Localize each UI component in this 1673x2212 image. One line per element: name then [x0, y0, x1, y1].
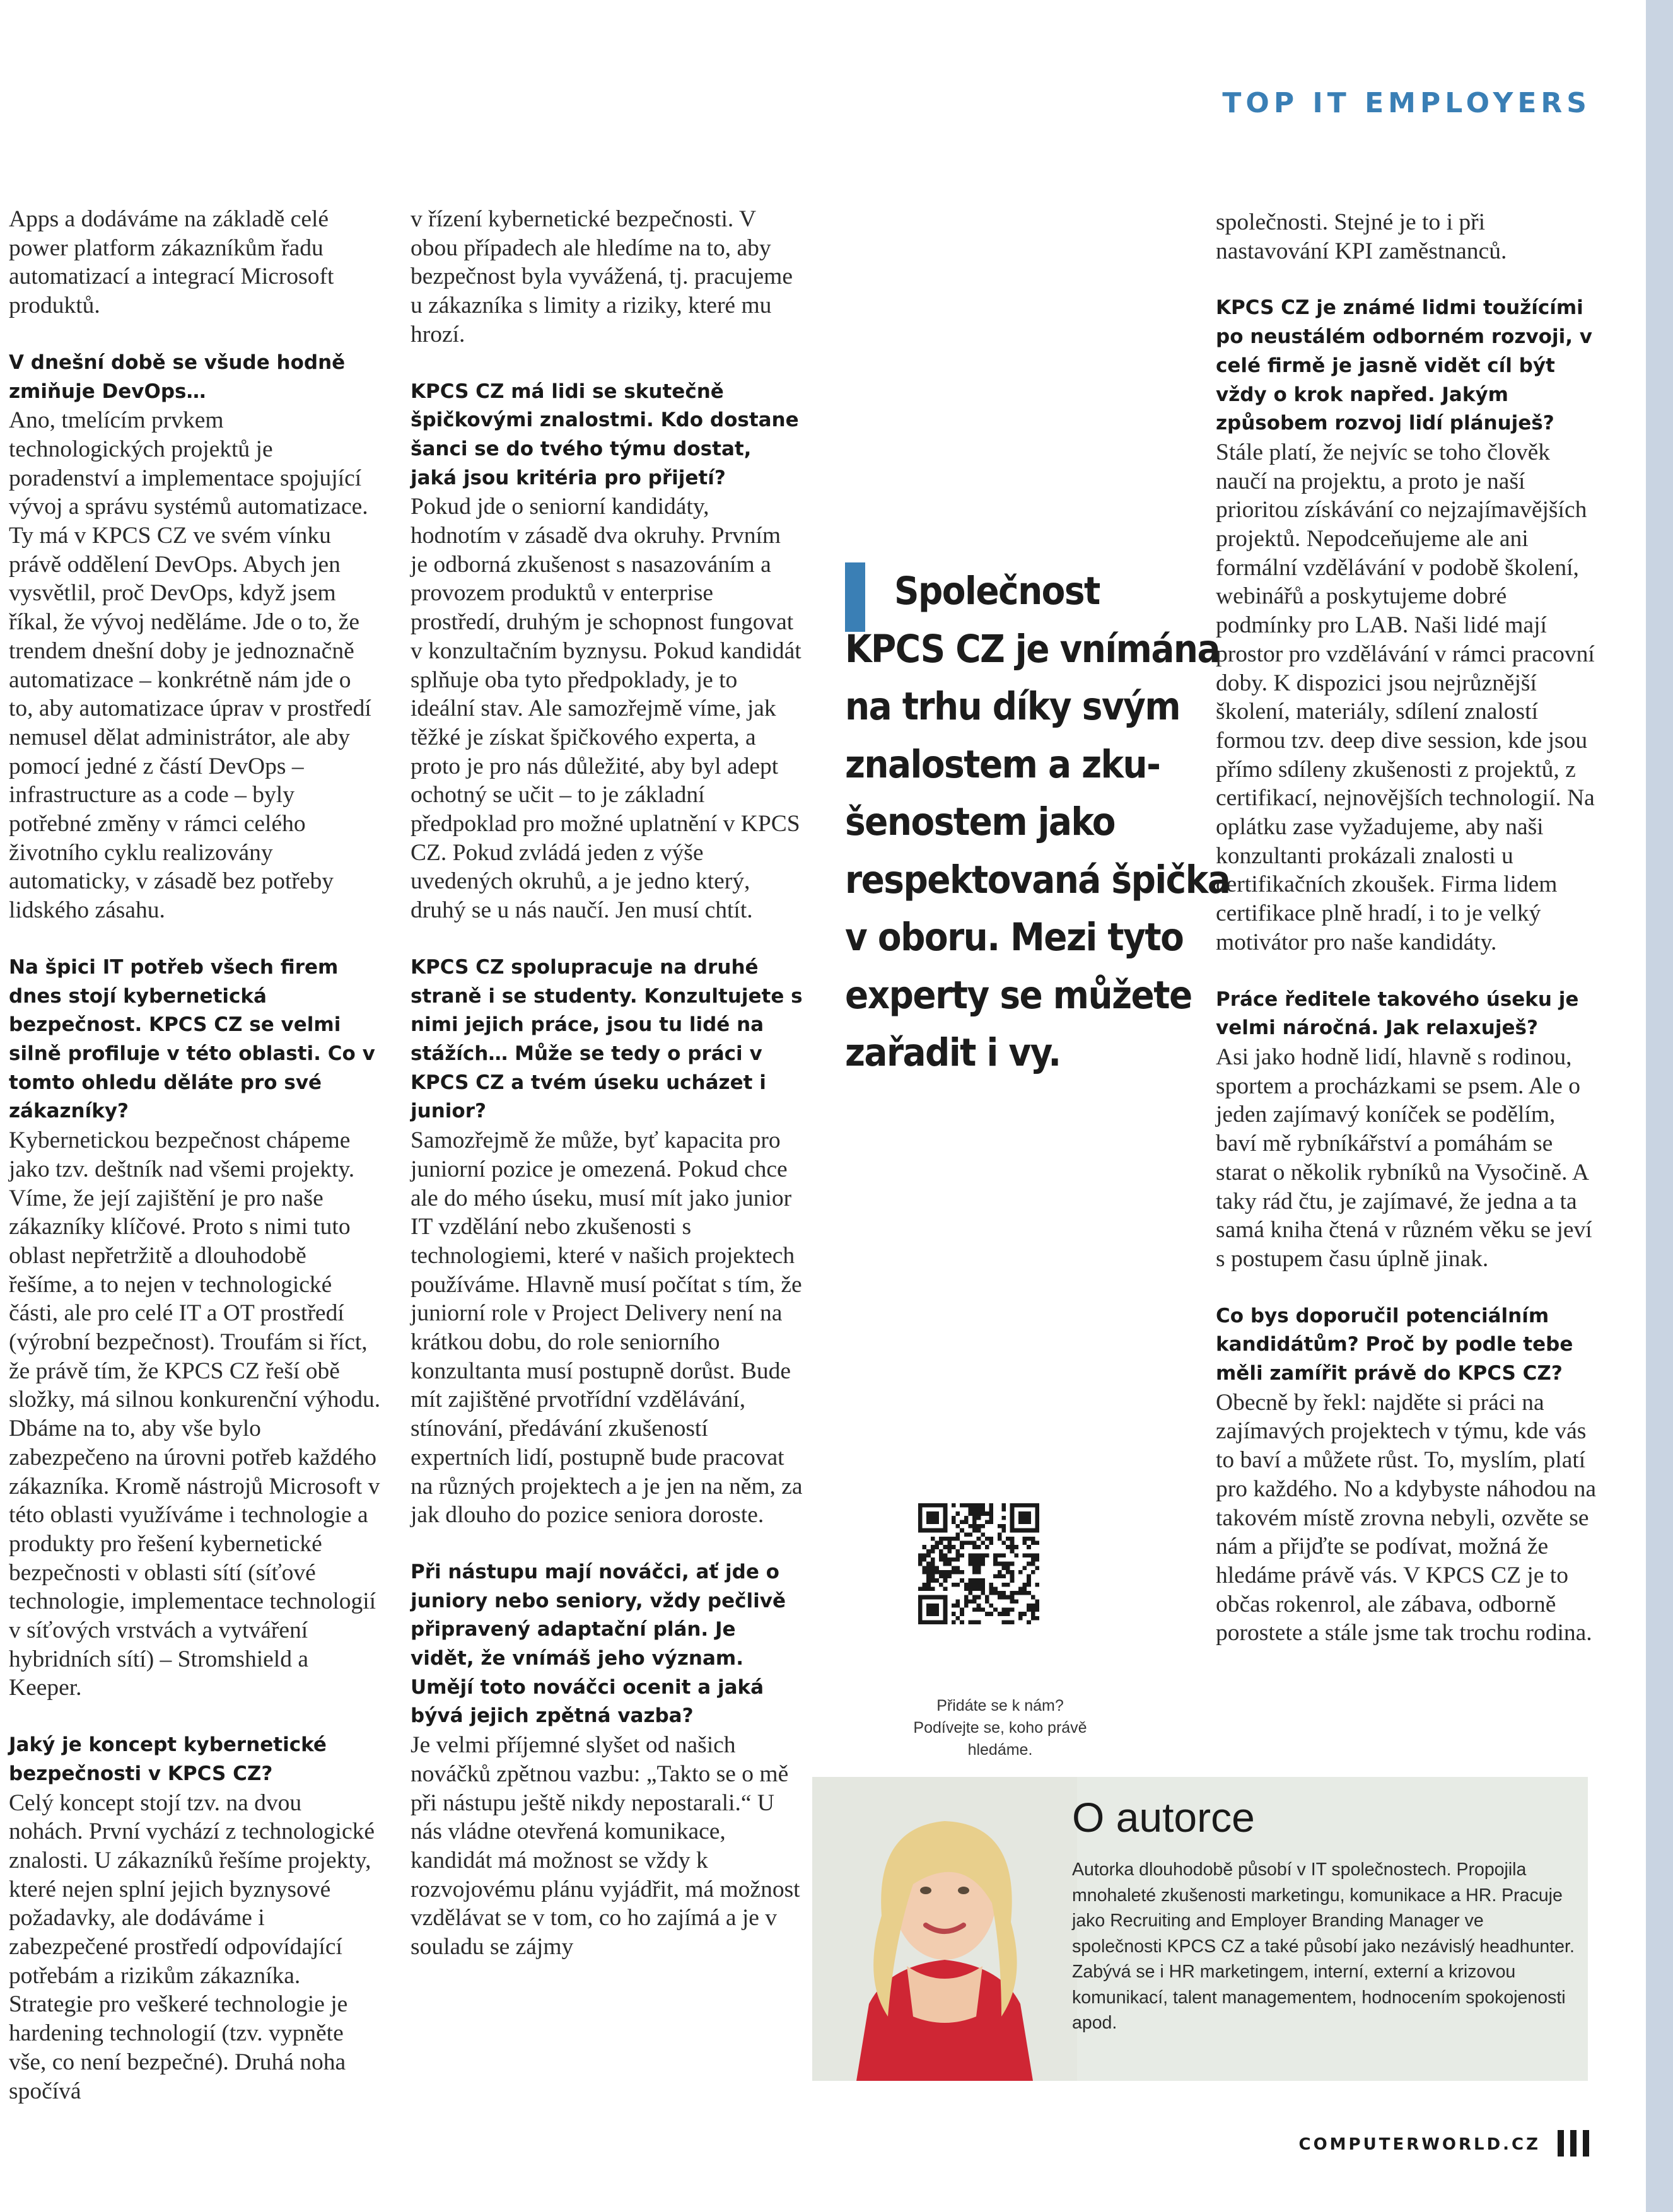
- pullquote-line: KPCS CZ je vnímána: [845, 626, 1220, 672]
- qr-caption-line2: Podívejte se, koho právě hledáme.: [913, 1719, 1087, 1759]
- interview-answer: Stále platí, že nejvíc se toho člověk naučí na projektu, a proto je naší prioritou získávání co nejzajímavějších projektů. Nepodceňujeme ale ani formální vzdělávání v podobě školení, webinářů a poskytujeme dobré podmínky pro LAB. Naši lidé mají prostor pro vzdělávání v rámci pracovní doby. K dispozici jsou nejrůznější školení, materiály, sdílení znalostí formou tzv. deep dive session, kde jsou přímo sdíleny zkušenosti z projektů, z certifikací, nejnovějších technologií. Na oplátku zase vyžadujeme, aby naši konzultanti prokázali znalosti u certifikačních zkoušek. Firma lidem certifikace plně hradí, i to je velký motivátor pro naše kandidáty.: [1216, 439, 1595, 955]
- interview-question: KPCS CZ má lidi se skutečně špičkovými znalostmi. Kdo dostane šanci se do tvého týmu dostat, jaká jsou kritéria pro přijetí?: [411, 380, 799, 489]
- interview-answer: Pokud jde o seniorní kandidáty, hodnotím v zásadě dva okruhy. Prvním je odborná zkušenost s nasazováním a provozem produktů v enterprise prostředí, druhým je schopnost fungovat v konzultačním byznysu. Pokud kandidát splňuje oba tyto předpoklady, je to ideální stav. Ale samozřejmě víme, jak těžké je získat špičkového experta, a proto je pro nás důležité, aby byl adept ochotný se učit – to je základní předpoklad pro možné uplatnění v KPCS CZ. Pokud zvládá jeden z výše uvedených okruhů, a je jedno který, druhý se u nás naučí. Jen musí chtít.: [411, 494, 802, 924]
- interview-question: KPCS CZ spolupracuje na druhé straně i se studenty. Konzultujete s nimi jejich práce, jsou tu lidé na stážích… Může se tedy o práci v KPCS CZ a tvém úseku ucházet i junior?: [411, 955, 803, 1123]
- pullquote-line: zařadit i vy.: [845, 1030, 1061, 1075]
- interview-question: Práce ředitele takového úseku je velmi náročná. Jak relaxuješ?: [1216, 987, 1579, 1040]
- qr-caption: [883, 1695, 1117, 1761]
- interview-question: Jaký je koncept kybernetické bezpečnosti v KPCS CZ?: [9, 1733, 327, 1785]
- interview-answer: společnosti. Stejné je to i při nastavování KPI zaměstnanců.: [1216, 209, 1507, 264]
- pullquote-line: na trhu díky svým: [845, 684, 1180, 729]
- qr-caption-line1: Přidáte se k nám?: [936, 1697, 1064, 1714]
- interview-question: Na špici IT potřeb všech firem dnes stojí kybernetická bezpečnost. KPCS CZ se velmi silně profiluje v této oblasti. Co v tomto ohledu děláte pro své zákazníky?: [9, 955, 375, 1123]
- pullquote-line: v oboru. Mezi tyto: [845, 915, 1184, 960]
- author-title: O autorce: [1072, 1794, 1255, 1841]
- pullquote-line: Společnost: [894, 569, 1100, 614]
- pullquote-line: experty se můžete: [845, 972, 1192, 1018]
- pullquote-line: respektovaná špička: [845, 857, 1230, 902]
- interview-question: Při nástupu mají nováčci, ať jde o juniory nebo seniory, vždy pečlivě připravený adaptační plán. Je vidět, že vnímáš jeho význam. Umějí toto nováčci ocenit a jaká bývá jejich zpětná vazba?: [411, 1560, 786, 1728]
- interview-answer: Apps a dodáváme na základě celé power platform zákazníkům řadu automatizací a integrací Microsoft produktů.: [9, 206, 334, 319]
- page-marker-icon: [1558, 2130, 1593, 2157]
- pullquote: [845, 562, 1230, 1082]
- interview-answer: Celý koncept stojí tzv. na dvou nohách. První vychází z technologické znalosti. U zákazníků řešíme projekty, které nejen splní jejich byznysové požadavky, ale dodáváme i zabezpečené prostředí odpovídající potřebám a rizikům zákazníka. Strategie pro veškeré technologie je hardening technologií (tzv. vypněte vše, co není bezpečné). Druhá noha spočívá: [9, 1790, 375, 2104]
- author-photo: [812, 1777, 1077, 2081]
- qr-code[interactable]: [918, 1503, 1039, 1624]
- column-4: [1216, 208, 1600, 1648]
- column-2: [411, 205, 803, 1962]
- interview-answer: v řízení kybernetické bezpečnosti. V obou případech ale hledíme na to, aby bezpečnost byla vyvážená, tj. pracujeme u zákazníka s limity a riziky, které mu hrozí.: [411, 206, 793, 347]
- interview-answer: Samozřejmě že může, byť kapacita pro juniorní pozice je omezená. Pokud chce ale do mého úseku, musí mít jako junior IT vzdělání nebo zkušenosti s technologiemi, které v našich projektech používáme. Hlavně musí počítat s tím, že juniorní role v Project Delivery není na krátkou dobu, do role seniorního konzultanta musí postupně dorůst. Bude mít zajištěné prvotřídní vzdělávání, stínování, předávání zkušeností expertních lidí, postupně bude pracovat na různých projektech a je jen na něm, za jak dlouho do pozice seniora doroste.: [411, 1127, 803, 1528]
- interview-answer: Asi jako hodně lidí, hlavně s rodinou, sportem a procházkami se psem. Ale o jeden zajímavý koníček se podělím, baví mě rybníkářství a pomáhám se starat o několik rybníků na Vysočině. A taky rád čtu, je zajímavé, že jedna a ta samá kniha čtená v různém věku se jeví s postupem času úplně jinak.: [1216, 1044, 1592, 1272]
- interview-question: Co bys doporučil potenciálním kandidátům? Proč by podle tebe měli zamířit právě do KPCS CZ?: [1216, 1304, 1573, 1385]
- interview-answer: Je velmi příjemné slyšet od našich nováčků zpětnou vazbu: „Takto se o mě při nástupu ještě nikdy nepostarali.“ U nás vládne otevřená komunikace, kandidát má možnost se vždy k rozvojovému plánu vyjádřit, má možnost vzdělávat se v tom, co ho zajímá a je v souladu se zájmy: [411, 1732, 800, 1960]
- footer-site[interactable]: COMPUTERWORLD.CZ: [1298, 2135, 1541, 2154]
- column-1: [9, 205, 381, 2105]
- side-stripe: [1646, 0, 1673, 2212]
- interview-answer: Ano, tmelícím prvkem technologických projektů je poradenství a implementace spojující vývoj a správu systémů automatizace. Ty má v KPCS CZ ve svém vínku právě oddělení DevOps. Abych jen vysvětlil, proč DevOps, když jsem říkal, že vývoj neděláme. Jde o to, že trendem dnešní doby je jednoznačně automatizace – konkrétně nám jde o to, aby automatizace úprav v prostředí nemusel dělat administrátor, ale aby pomocí jedné z částí DevOps – infrastructure as a code – byly potřebné změny v rámci celého životního cyklu realizovány automaticky, v zásadě bez potřeby lidského zásahu.: [9, 407, 371, 924]
- author-text: Autorka dlouhodobě působí v IT společnostech. Propojila mnohaleté zkušenosti marketingu, komunikace a HR. Pracuje jako Recruiting and Employer Branding Manager ve společnosti KPCS CZ a také působí jako nezávislý headhunter. Zabývá se i HR marketingem, interní, externí a krizovou komunikací, talent managementem, hodnocením spokojenosti apod.: [1072, 1860, 1575, 2033]
- interview-answer: Obecně by řekl: najděte si práci na zajímavých projektech v týmu, kde vás to baví a můžete růst. To, myslím, platí pro každého. No a kdybyste náhodou na takovém místě zrovna nebyli, ozvěte se nám a přijďte se podívat, možná že hledáme právě vás. V KPCS CZ je to občas rokenrol, ale zábava, odborně porostete a stále jsme tak trochu rodina.: [1216, 1389, 1596, 1646]
- section-title: TOP IT EMPLOYERS: [1222, 87, 1591, 119]
- pullquote-line: šenostem jako: [845, 800, 1115, 844]
- interview-question: V dnešní době se všude hodně zmiňuje DevOps…: [9, 351, 346, 403]
- pullquote-line: znalostem a zku-: [845, 742, 1160, 787]
- interview-answer: Kybernetickou bezpečnost chápeme jako tzv. deštník nad všemi projekty. Víme, že její zajištění je pro naše zákazníky klíčové. Proto s nimi tuto oblast nepřetržitě a dlouhodobě řešíme, a to nejen v technologické části, ale pro celé IT a OT prostředí (výrobní bezpečnost). Troufám si říct, že právě tím, že KPCS CZ řeší obě složky, má silnou konkurenční výhodu. Dbáme na to, aby vše bylo zabezpečeno na úrovni potřeb každého zákazníka. Kromě nástrojů Microsoft v této oblasti využíváme i technologie a produkty pro řešení kybernetické bezpečnosti v oblasti sítí (síťové technologie, implementace technologií v síťových vrstvách a vytváření hybridních sítí) – Stromshield a Keeper.: [9, 1127, 381, 1701]
- interview-question: KPCS CZ je známé lidmi toužícími po neustálém odborném rozvoji, v celé firmě je jasně vidět cíl být vždy o krok napřed. Jakým způsobem rozvoj lidí plánuješ?: [1216, 296, 1592, 435]
